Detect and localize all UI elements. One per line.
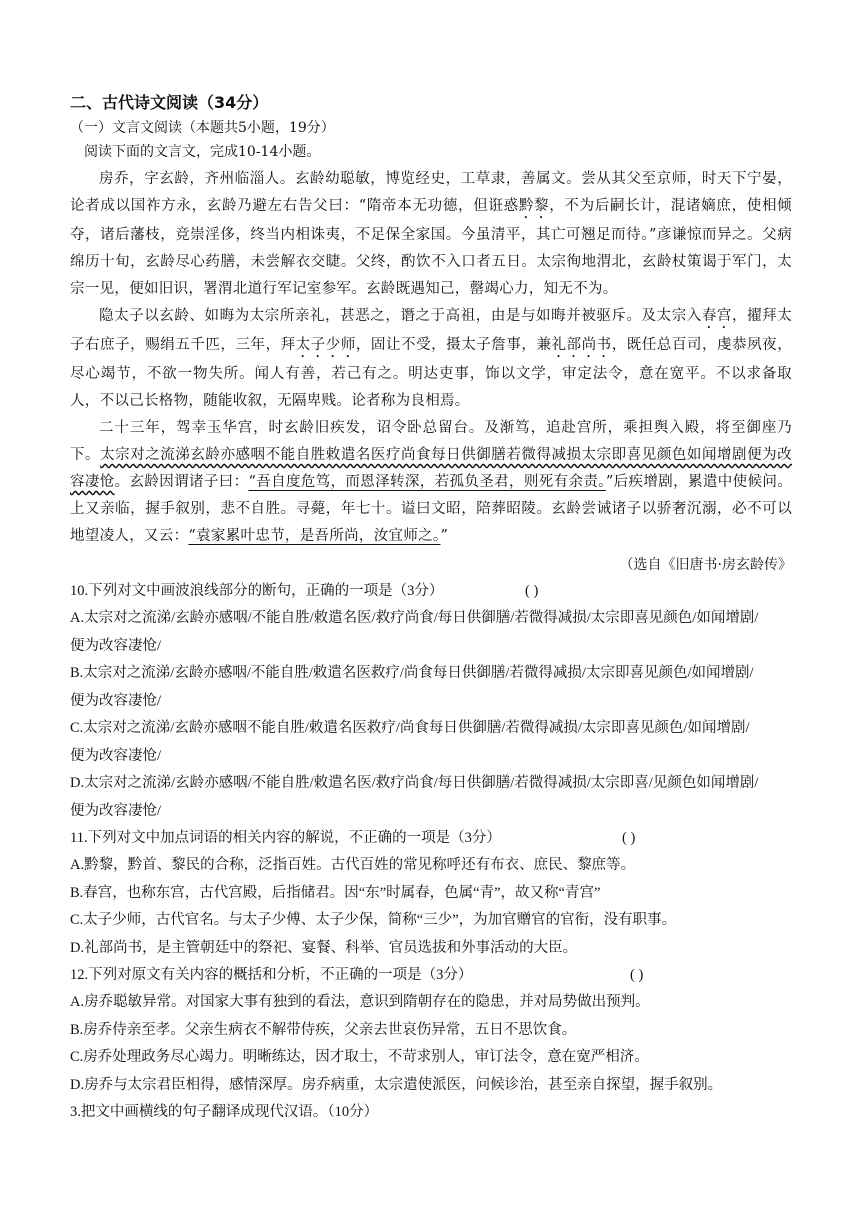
wavy-underlined-sentence: 太宗对之流涕玄龄亦感咽不能自胜敕遣名医疗尚食每日供御膳若微得减损太宗即喜见颜色如闻增剧便为改容凄怆 (70, 447, 792, 490)
question-stem: 3.把文中画横线的句子翻译成现代汉语。（10分） (70, 1104, 379, 1120)
option-c-cont: 便为改容凄怆/ (70, 747, 162, 764)
underlined-sentence-2: “袁家累叶忠节，是吾所尚，汝宜师之。 (188, 528, 441, 544)
answer-blank[interactable]: ( ) (630, 967, 644, 983)
option-c[interactable]: C.房乔处理政务尽心竭力。明晰练达，因才取士，不苛求别人，审订法令，意在宽严相济。 (70, 1049, 649, 1065)
option-d[interactable]: D.房乔与太宗君臣相得，感情深厚。房乔病重，太宗遣使派医，问候诊治，甚至亲自探望，握手叙别。 (70, 1076, 723, 1093)
dotted-term-chungong: 春宫 (701, 308, 732, 324)
option-b[interactable]: B.春宫，也称东宫，古代宫殿，后指储君。因“东”时属春，色属“青”，故又称“青宫” (70, 884, 601, 901)
passage-source: （选自《旧唐书·房玄龄传》 (619, 557, 792, 573)
option-d-cont: 便为改容凄怆/ (70, 802, 162, 819)
option-a-cont: 便为改容凄怆/ (70, 637, 162, 654)
question-12 (70, 962, 792, 1099)
passage-paragraph-3: 二十三年，驾幸玉华宫，时玄龄旧疾发，诏令卧总留台。及渐笃，追赴宫所，乘担舆入殿，将至御座乃下。太宗对之流涕玄龄亦感咽不能自胜敕遣名医疗尚食每日供御膳若微得减损太宗即喜见颜色如闻增剧便为改容凄怆。玄龄因谓诸子曰：“吾自度危笃，而恩泽转深，若孤负圣君，则死有余责。”后疾增剧，累遣中使候问。上又亲临，握手叙别，悲不自胜。寻薨，年七十。谥曰文昭，陪葬昭陵。玄龄尝诫诸子以骄奢沉溺，必不可以地望凌人，又云：“袁家累叶忠节，是吾所尚，汝宜师之。” (70, 420, 792, 544)
option-a[interactable]: A.黔黎，黔首、黎民的合称，泛指百姓。古代百姓的常见称呼还有布衣、庶民、黎庶等。 (70, 857, 636, 873)
underlined-sentence-1: “吾自度危笃，而恩泽转深，若孤负圣君，则死有余责。 (248, 474, 606, 490)
question-11 (70, 825, 792, 962)
question-13 (70, 1099, 792, 1126)
option-a[interactable]: A.房乔聪敏异常。对国家大事有独到的看法，意识到隋朝存在的隐患，并对局势做出预判。 (70, 994, 650, 1010)
option-b[interactable]: B.太宗对之流涕/玄龄亦感咽/不能自胜/敕遣名医救疗/尚食每日供御膳/若微得减损/太宗即喜见颜色/如闻增剧/ (70, 665, 754, 681)
passage-paragraph-1: 房乔，字玄龄，齐州临淄人。玄龄幼聪敏，博览经史，工草隶，善属文。尝从其父至京师，时天下宁晏，论者成以国祚方永，玄龄乃避左右告父曰：“隋帝本无功德，但诳惑黔黎，不为后嗣长计，混诸嫡庶，使相倾夺，诸后藩枝，竞崇淫侈，终当内相诛夷，不足保全家国。今虽清平，其亡可翘足而待。”彦谦惊而异之。父病绵历十旬，玄龄尽心药膳，未尝解衣交睫。父终，酌饮不入口者五日。太宗徇地渭北，玄龄杖策谒于军门，太宗一见，便如旧识，署渭北道行军记室参军。玄龄既遇知己，罄竭心力，知无不为。 (70, 171, 792, 297)
question-10 (70, 578, 792, 825)
dotted-term-libushangshu: 礼部尚书 (551, 337, 612, 353)
section-subtitle: （一）文言文阅读（本题共5小题，19分） (70, 120, 335, 136)
dotted-term-taizishaoshi: 太子少师 (295, 337, 356, 353)
option-b-cont: 便为改容凄怆/ (70, 692, 162, 709)
passage-paragraph-2: 隐太子以玄龄、如晦为太宗所亲礼，甚恶之，谮之于高祖，由是与如晦并被驱斥。及太宗入春宫，擢拜太子右庶子，赐绢五千匹，三年，拜太子少师，固让不受，摄太子詹事，兼礼部尚书，既任总百司，虔恭夙夜，尽心竭节，不欲一物失所。闻人有善，若己有之。明达吏事，饰以文学，审定法令，意在宽平。不以求备取人，不以己长格物，随能收叙，无隔卑贱。论者称为良相焉。 (70, 308, 793, 409)
dotted-term-qianli: 黔黎 (518, 198, 550, 214)
option-c[interactable]: C.太子少师，古代官名。与太子少傅、太子少保，简称“三少”，为加官赠官的官衔，没有职事。 (70, 912, 677, 928)
question-stem: 12.下列对原文有关内容的概括和分析，不正确的一项是（3分） ( ) (70, 962, 792, 989)
exam-page (70, 92, 792, 1126)
classical-passage (70, 166, 792, 578)
answer-blank[interactable]: ( ) (525, 583, 539, 599)
answer-blank[interactable]: ( ) (622, 830, 636, 846)
option-a[interactable]: A.太宗对之流涕/玄龄亦感咽/不能自胜/敕遣名医/救疗尚食/每日供御膳/若微得减损/太宗即喜见颜色/如闻增剧/ (70, 610, 759, 626)
question-stem: 11.下列对文中加点词语的相关内容的解说，不正确的一项是（3分） ( ) (70, 825, 792, 852)
question-stem: 10.下列对文中画波浪线部分的断句，正确的一项是（3分） ( ) (70, 578, 792, 605)
option-d[interactable]: D.礼部尚书，是主管朝廷中的祭祀、宴餐、科举、官员选拔和外事活动的大臣。 (70, 939, 578, 956)
option-d[interactable]: D.太宗对之流涕/玄龄亦感咽/不能自胜/敕遣名医/救疗尚食/每日供御膳/若微得减损/太宗即喜/见颜色如闻增剧/ (70, 775, 759, 791)
section-title: 二、古代诗文阅读（34分） (70, 93, 269, 112)
reading-instruction: 阅读下面的文言文，完成10-14小题。 (84, 144, 321, 160)
option-b[interactable]: B.房乔侍亲至孝。父亲生病衣不解带侍疾，父亲去世哀伤异常，五日不思饮食。 (70, 1021, 577, 1038)
option-c[interactable]: C.太宗对之流涕/玄龄亦感咽不能自胜/敕遣名医救疗/尚食每日供御膳/若微得减损/太宗即喜见颜色/如闻增剧/ (70, 720, 750, 736)
